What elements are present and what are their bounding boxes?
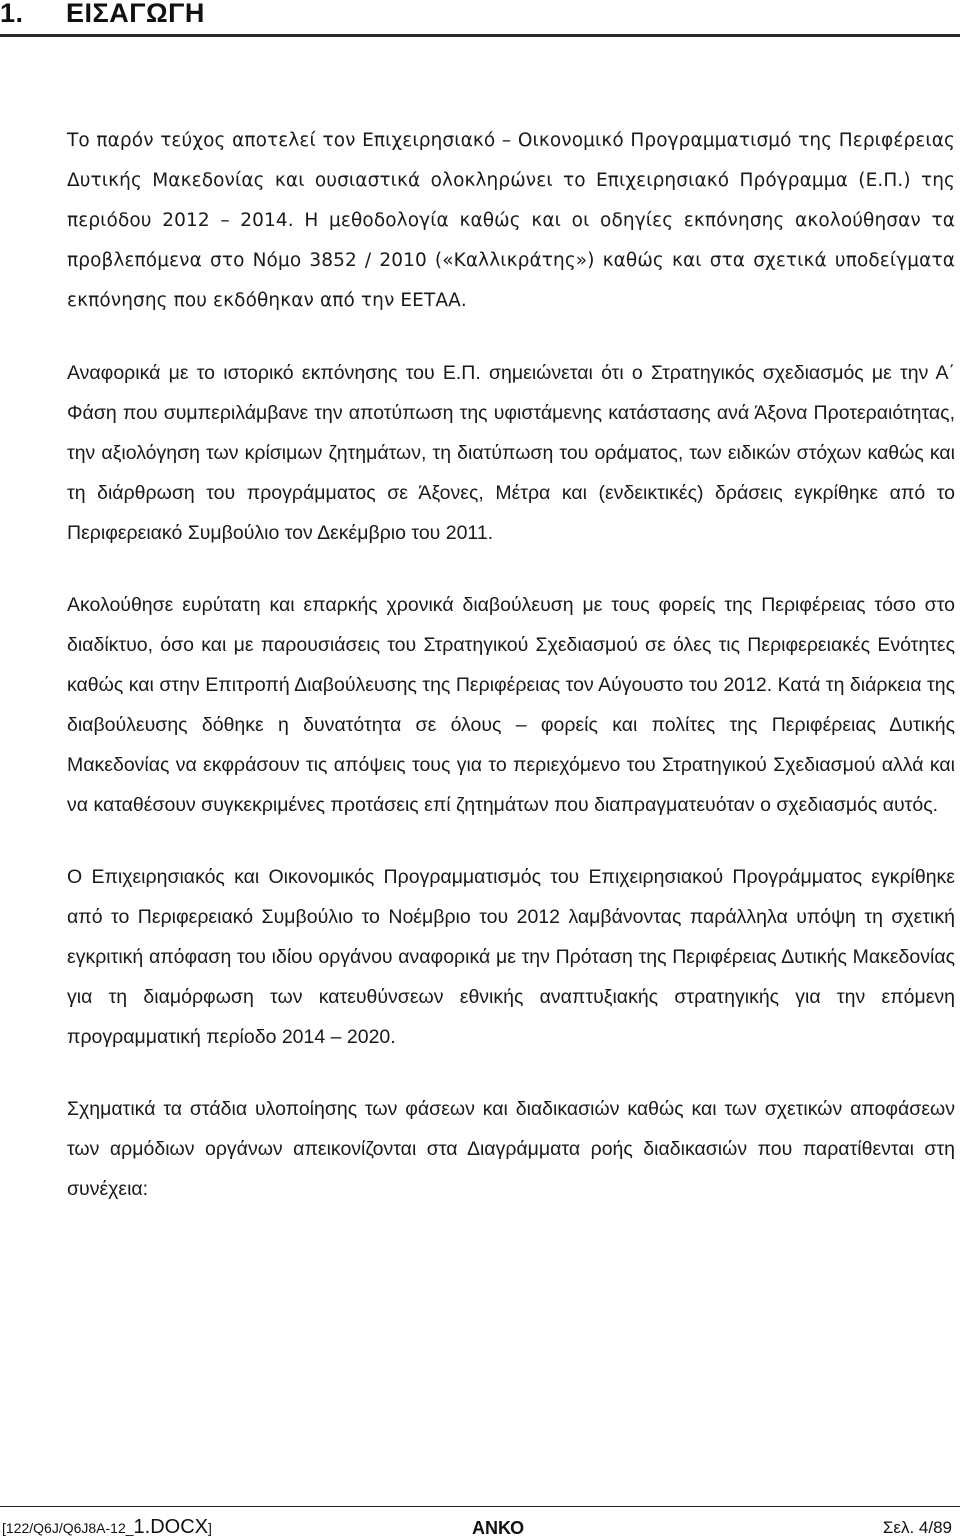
paragraph-history: Αναφορικά με το ιστορικό εκπόνησης του Ε.Π. σημειώνεται ότι ο Στρατηγικός σχεδιασμός με την Α΄ Φάση που συμπεριλάμβανε την αποτύπωση της υφιστάμενης κατάστασης ανά Άξονα Προτεραιότητας, την αξιολόγηση των κρίσιμων ζητημάτων, τη διατύπωση του οράματος, των ειδικών στόχων καθώς και τη διάρθρωση του προγράμματος σε Άξονες, Μέτρα και (ενδεικτικές) δράσεις εγκρίθηκε από το Περιφερειακό Συμβούλιο τον Δεκέμβριο του 2011. — [67, 362, 955, 544]
footer-file-suffix: ] — [208, 1520, 212, 1536]
section-title: ΕΙΣΑΓΩΓΗ — [66, 0, 205, 28]
footer-filename — [2, 1516, 212, 1539]
footer-file-prefix: [122/Q6J/Q6J8A-12_ — [2, 1520, 134, 1536]
paragraph-consultation: Ακολούθησε ευρύτατη και επαρκής χρονικά διαβούλευση με τους φορείς της Περιφέρειας τόσο στο διαδίκτυο, όσο και με παρουσιάσεις του Στρατηγικού Σχεδιασμού σε όλες τις Περιφερειακές Ενότητες καθώς και στην Επιτροπή Διαβούλευσης της Περιφέρειας τον Αύγουστο του 2012. Κατά τη διάρκεια της διαβούλευσης δόθηκε η δυνατότητα σε όλους – φορείς και πολίτες της Περιφέρειας Δυτικής Μακεδονίας να εκφράσουν τις απόψεις τους για το περιεχόμενο του Στρατηγικού Σχεδιασμού αλλά και να καταθέσουν συγκεκριμένες προτάσεις επί ζητημάτων που διαπραγματευόταν ο σχεδιασμός αυτός. — [67, 594, 955, 816]
page-footer — [0, 1506, 960, 1539]
paragraph-approval: Ο Επιχειρησιακός και Οικονομικός Προγραμματισμός του Επιχειρησιακού Προγράμματος εγκρίθηκε από το Περιφερειακό Συμβούλιο το Νοέμβριο του 2012 λαμβάνοντας παράλληλα υπόψη τη σχετική εγκριτική απόφαση του ιδίου οργάνου αναφορικά με την Πρόταση της Περιφέρειας Δυτικής Μακεδονίας για τη διαμόρφωση των κατευθύνσεων εθνικής αναπτυξιακής στρατηγικής για την επόμενη προγραμματική περίοδο 2014 – 2020. — [67, 866, 955, 1048]
section-number: 1. — [0, 0, 24, 28]
footer-file-main: 1.DOCX — [133, 1516, 208, 1538]
paragraph-intro: Το παρόν τεύχος αποτελεί τον Επιχειρησιακό – Οικονομικό Προγραμματισμό της Περιφέρειας Δυτικής Μακεδονίας και ουσιαστικά ολοκληρώνει το Επιχειρησιακό Πρόγραμμα (Ε.Π.) της περιόδου 2012 – 2014. Η μεθοδολογία καθώς και οι οδηγίες εκπόνησης ακολούθησαν τα προβλεπόμενα στο Νόμο 3852 / 2010 («Καλλικράτης») καθώς και στα σχετικά υποδείγματα εκπόνησης που εκδόθηκαν από την ΕΕΤΑΑ. — [67, 130, 955, 311]
section-heading — [0, 0, 205, 29]
section-heading-bar — [0, 0, 960, 37]
footer-company: ΑΝΚΟ — [472, 1518, 525, 1538]
paragraph-diagrams: Σχηματικά τα στάδια υλοποίησης των φάσεων και διαδικασιών καθώς και των σχετικών αποφάσεων των αρμόδιων οργάνων απεικονίζονται στα Διαγράμματα ροής διαδικασιών που παρατίθενται στη συνέχεια: — [67, 1098, 955, 1200]
document-body — [67, 121, 955, 1241]
footer-page-number: Σελ. 4/89 — [882, 1518, 952, 1537]
